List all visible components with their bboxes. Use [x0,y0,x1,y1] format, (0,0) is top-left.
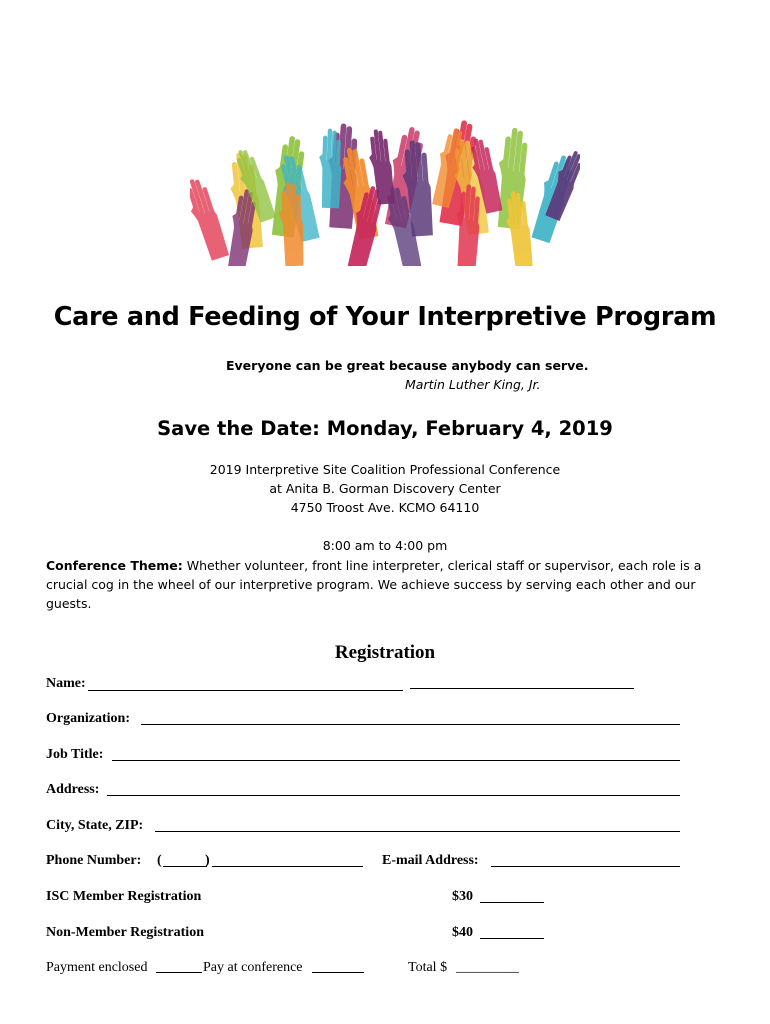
job-title-field[interactable] [112,760,680,761]
phone-area-code-field[interactable] [163,866,207,867]
job-title-label: Job Title: [46,747,104,762]
page-title: Care and Feeding of Your Interpretive Program [53,302,717,332]
non-member-price: $40 [452,925,473,940]
organization-label: Organization: [46,711,130,726]
venue-address: 4750 Troost Ave. KCMO 64110 [290,500,480,515]
raised-hand-icon [503,190,534,266]
isc-member-label: ISC Member Registration [46,889,202,904]
theme-label: Conference Theme: [46,558,183,573]
total-label: Total $ [408,960,448,975]
email-label: E-mail Address: [382,853,479,868]
non-member-field[interactable] [480,938,544,939]
quote-author: Martin Luther King, Jr. [405,377,541,392]
conference-name: 2019 Interpretive Site Coalition Professional Conference [209,462,561,477]
address-label: Address: [46,782,100,797]
organization-field[interactable] [141,724,680,725]
venue-line: at Anita B. Gorman Discovery Center [269,481,501,496]
phone-paren-open: ( [157,853,162,868]
raised-hands-illustration [190,88,580,266]
address-field[interactable] [107,795,680,796]
theme-text: Whether volunteer, front line interpreter, clerical staff or supervisor, each role is a crucial cog in the wheel of our interpretive program. We achieve success by serving each other and our guests. [46,558,702,611]
city-state-zip-field[interactable] [155,831,680,832]
save-the-date: Save the Date: Monday, February 4, 2019 [157,417,613,440]
raised-hand-icon [317,128,342,208]
raised-hand-icon [190,175,230,262]
name-field[interactable] [88,690,403,691]
pay-at-conference-field[interactable] [312,972,364,973]
phone-number-field[interactable] [212,866,363,867]
registration-heading: Registration [334,642,436,663]
payment-enclosed-label: Payment enclosed [46,960,148,975]
isc-member-field[interactable] [480,902,544,903]
conference-theme [46,556,736,613]
pay-at-conference-label: Pay at conference [203,960,303,975]
phone-paren-close: ) [205,853,210,868]
email-field[interactable] [491,866,680,867]
non-member-label: Non-Member Registration [46,925,204,940]
city-state-zip-label: City, State, ZIP: [46,818,144,833]
payment-enclosed-field[interactable] [156,972,202,973]
name-field-extra[interactable] [410,688,634,689]
name-label: Name: [46,676,86,691]
isc-member-price: $30 [452,889,473,904]
total-field[interactable]: _________ [456,960,519,975]
phone-label: Phone Number: [46,853,142,868]
conference-time: 8:00 am to 4:00 pm [322,538,448,553]
quote: Everyone can be great because anybody can serve. [226,358,589,373]
